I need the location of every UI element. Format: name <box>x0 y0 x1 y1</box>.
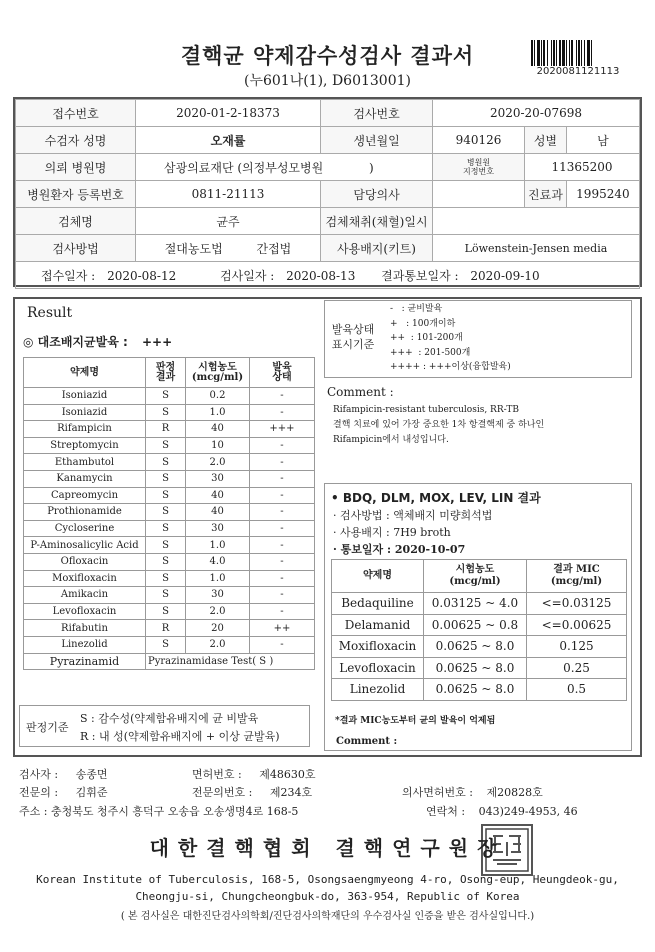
drug-row <box>24 520 315 537</box>
drug-concentration: 40 <box>186 504 250 521</box>
address-line-2: Cheongju-si, Chungcheongbuk-do, 363-954, Republic of Korea <box>135 890 520 903</box>
mic-info <box>333 507 492 558</box>
barcode-number: 2020081121113 <box>536 66 620 77</box>
medium: Löwenstein-Jensen media <box>433 235 640 262</box>
dept: 1995240 <box>566 181 639 208</box>
drug-concentration: 30 <box>186 587 250 604</box>
result-title: Result <box>27 305 73 321</box>
comment-label: Comment : <box>327 385 394 399</box>
specialist-no-label: 전문의번호 : <box>192 786 253 799</box>
drug-concentration: 30 <box>186 520 250 537</box>
growth-legend-item: + : 100개이하 <box>390 318 456 329</box>
reg-no-label: 병원환자 등록번호 <box>16 181 136 208</box>
method-1: 절대농도법 <box>164 241 223 256</box>
drug-row <box>24 487 315 504</box>
license <box>192 766 315 782</box>
drug-name: Linezolid <box>24 636 146 653</box>
contact <box>426 803 578 819</box>
comment-line: Rifampicin에서 내성입니다. <box>333 435 449 445</box>
hospital-code-label: 병원원 지정번호 <box>433 154 525 181</box>
judgement-r: R : 내 성(약제함유배지에 + 이상 균발육) <box>80 730 280 743</box>
certification-note: ( 본 검사실은 대한진단검사의학회/진단검사의학재단의 우수검사실 인증을 받은 검사실입니다.) <box>120 911 535 922</box>
drug-judgement: R <box>146 421 186 438</box>
drug-judgement: S <box>146 636 186 653</box>
specialist-no-value: 제234호 <box>269 786 313 799</box>
col-growth: 발육 상태 <box>250 358 315 388</box>
test-no-label: 검사번호 <box>321 100 433 127</box>
drug-row <box>24 437 315 454</box>
doctor <box>433 181 525 208</box>
mic-result: 0.125 <box>527 636 627 658</box>
drug-concentration: 30 <box>186 470 250 487</box>
control-culture-label: ◎ 대조배지균발육 : <box>23 335 128 349</box>
drug-growth: - <box>250 570 315 587</box>
drug-judgement: S <box>146 454 186 471</box>
reported-date: 2020-09-10 <box>470 268 540 283</box>
drug-growth: - <box>250 636 315 653</box>
drug-concentration: 40 <box>186 487 250 504</box>
drug-concentration: 0.2 <box>186 388 250 405</box>
tester-label: 검사자 : <box>19 768 59 781</box>
mic-result: 0.25 <box>527 657 627 679</box>
method-2: 간접법 <box>256 241 292 256</box>
drug-growth: - <box>250 388 315 405</box>
doctor-license-label: 의사면허번호 : <box>402 786 473 799</box>
institute-name: 대한결핵협회 결핵연구원장 <box>149 836 506 860</box>
hospital-close: ) <box>369 160 374 175</box>
growth-legend-item: ++ : 101-200개 <box>390 333 463 343</box>
drug-concentration: 4.0 <box>186 553 250 570</box>
dates-row <box>16 262 640 289</box>
mic-row <box>332 679 627 701</box>
drug-concentration: 40 <box>186 421 250 438</box>
institute-address <box>0 871 655 905</box>
control-culture <box>23 333 172 350</box>
drug-judgement: R <box>146 620 186 637</box>
drug-row <box>24 553 315 570</box>
doctor-license <box>402 784 543 800</box>
reg-no: 0811-21113 <box>136 181 321 208</box>
col-drug: 약제명 <box>24 358 146 388</box>
mic-row <box>332 657 627 679</box>
drug-name: Ethambutol <box>24 454 146 471</box>
drug-row <box>24 470 315 487</box>
judgement-label: 판정기준 <box>26 721 69 734</box>
hospital-label: 의뢰 병원명 <box>16 154 136 181</box>
drug-growth: +++ <box>250 421 315 438</box>
drug-growth: - <box>250 520 315 537</box>
mic-report-date: · 통보일자 : 2020-10-07 <box>333 543 466 556</box>
drug-name: Capreomycin <box>24 487 146 504</box>
comment-line: Rifampicin-resistant tuberculosis, RR-TB <box>333 405 519 415</box>
mic-drug: Levofloxacin <box>332 657 424 679</box>
drug-concentration: 20 <box>186 620 250 637</box>
contact-value: 043)249-4953, 46 <box>478 805 578 818</box>
mic-col-drug: 약제명 <box>332 560 424 593</box>
drug-row <box>24 454 315 471</box>
drug-concentration: 1.0 <box>186 537 250 554</box>
control-culture-value: +++ <box>141 335 173 349</box>
mic-row <box>332 636 627 658</box>
drug-growth: - <box>250 587 315 604</box>
contact-label: 연락처 : <box>426 805 466 818</box>
tester-name: 송종면 <box>75 768 108 781</box>
tester <box>19 766 107 782</box>
mic-drug: Bedaquiline <box>332 593 424 615</box>
mic-row <box>332 593 627 615</box>
specimen-label: 검체명 <box>16 208 136 235</box>
specialist <box>19 784 107 800</box>
drug-name: Cycloserine <box>24 520 146 537</box>
specimen: 균주 <box>136 208 321 235</box>
license-no: 제48630호 <box>259 768 316 781</box>
growth-legend-list <box>390 302 511 375</box>
hospital-name-text: 삼광의료재단 (의정부성모병원 <box>164 160 324 175</box>
drug-judgement: S <box>146 470 186 487</box>
drug-judgement: S <box>146 570 186 587</box>
drug-judgement: S <box>146 437 186 454</box>
document-code: (누601나(1), D6013001) <box>243 73 411 89</box>
drug-row <box>24 388 315 405</box>
mic-title: • BDQ, DLM, MOX, LEV, LIN 결과 <box>331 491 541 505</box>
specialist-label: 전문의 : <box>19 786 59 799</box>
drug-judgement: S <box>146 504 186 521</box>
drug-growth: ++ <box>250 620 315 637</box>
doctor-label: 담당의사 <box>321 181 433 208</box>
mic-range: 0.0625 ~ 8.0 <box>424 636 527 658</box>
mic-range: 0.0625 ~ 8.0 <box>424 679 527 701</box>
mic-result: <=0.00625 <box>527 614 627 636</box>
growth-legend-item: +++ : 201-500개 <box>390 347 471 358</box>
drug-judgement: S <box>146 520 186 537</box>
sex: 남 <box>566 127 639 154</box>
mic-col-range: 시험농도 (mcg/ml) <box>424 560 527 593</box>
drug-row <box>24 570 315 587</box>
drug-judgement: S <box>146 388 186 405</box>
patient-label: 수검자 성명 <box>16 127 136 154</box>
patient-name: 오재률 <box>136 127 321 154</box>
drug-name: Rifabutin <box>24 620 146 637</box>
tested-label: 검사일자 : <box>220 268 275 283</box>
drug-growth: - <box>250 553 315 570</box>
growth-legend-label: 발육상태 표시기준 <box>331 323 375 351</box>
dept-label: 진료과 <box>525 181 567 208</box>
medium-label: 사용배지(키트) <box>321 235 433 262</box>
comment-line: 결핵 치료에 있어 가장 중요한 1차 항결핵제 중 하나인 <box>333 420 545 430</box>
drug-row <box>24 636 315 653</box>
drug-name: Amikacin <box>24 587 146 604</box>
drug-judgement: S <box>146 587 186 604</box>
drug-name: Levofloxacin <box>24 603 146 620</box>
mic-comment: Comment : <box>336 736 398 747</box>
growth-legend-item: ++++ : +++이상(융합발육) <box>390 362 511 372</box>
dob: 940126 <box>433 127 525 154</box>
specialist-name: 김휘준 <box>75 786 108 799</box>
drug-judgement: S <box>146 487 186 504</box>
sex-label: 성별 <box>525 127 567 154</box>
license-label: 면허번호 : <box>192 768 242 781</box>
drug-growth: - <box>250 504 315 521</box>
drug-name: Kanamycin <box>24 470 146 487</box>
drug-judgement: S <box>146 537 186 554</box>
drug-concentration: 1.0 <box>186 570 250 587</box>
test-no: 2020-20-07698 <box>433 100 640 127</box>
comment-body <box>333 403 623 448</box>
pza-value: Pyrazinamidase Test( S ) <box>146 653 315 670</box>
received-date: 2020-08-12 <box>107 268 177 283</box>
collection <box>433 208 640 235</box>
lab-address: 주소 : 충청북도 청주시 흥덕구 오송읍 오송생명4로 168-5 <box>19 805 299 818</box>
mic-method: · 검사방법 : 액체배지 미량희석법 <box>333 509 493 522</box>
hospital-name <box>136 154 433 181</box>
reported-label: 결과통보일자 : <box>381 268 459 283</box>
drug-growth: - <box>250 487 315 504</box>
drug-name: Isoniazid <box>24 404 146 421</box>
drug-judgement: S <box>146 553 186 570</box>
drug-judgement: S <box>146 603 186 620</box>
method <box>136 235 321 262</box>
document-title: 결핵균 약제감수성검사 결과서 <box>180 44 475 68</box>
drug-name: Moxifloxacin <box>24 570 146 587</box>
drug-growth: - <box>250 537 315 554</box>
drug-row <box>24 537 315 554</box>
mic-range: 0.00625 ~ 0.8 <box>424 614 527 636</box>
drug-growth: - <box>250 454 315 471</box>
mic-col-result: 결과 MIC (mcg/ml) <box>527 560 627 593</box>
drug-growth: - <box>250 404 315 421</box>
drug-row <box>24 504 315 521</box>
mic-drug: Delamanid <box>332 614 424 636</box>
col-concentration: 시험농도 (mcg/ml) <box>186 358 250 388</box>
mic-range: 0.0625 ~ 8.0 <box>424 657 527 679</box>
drug-row <box>24 404 315 421</box>
patient-info-table <box>13 97 642 287</box>
method-label: 검사방법 <box>16 235 136 262</box>
reception-no: 2020-01-2-18373 <box>136 100 321 127</box>
drug-growth: - <box>250 470 315 487</box>
susceptibility-table <box>23 357 315 670</box>
col-judgement: 판정 결과 <box>146 358 186 388</box>
drug-judgement: S <box>146 404 186 421</box>
collection-label: 검체채취(채혈)일시 <box>321 208 433 235</box>
mic-result: 0.5 <box>527 679 627 701</box>
mic-result: <=0.03125 <box>527 593 627 615</box>
drug-concentration: 2.0 <box>186 636 250 653</box>
drug-name: Isoniazid <box>24 388 146 405</box>
hospital-code: 11365200 <box>525 154 640 181</box>
judgement-s: S : 감수성(약제함유배지에 균 비발육 <box>80 712 259 725</box>
mic-note: *결과 MIC농도부터 균의 발육이 억제됨 <box>335 716 496 726</box>
drug-row <box>24 421 315 438</box>
doctor-license-value: 제20828호 <box>486 786 543 799</box>
drug-name: Ofloxacin <box>24 553 146 570</box>
drug-concentration: 1.0 <box>186 404 250 421</box>
pza-name: Pyrazinamid <box>24 653 146 670</box>
drug-name: Prothionamide <box>24 504 146 521</box>
drug-name: Streptomycin <box>24 437 146 454</box>
drug-concentration: 2.0 <box>186 454 250 471</box>
drug-row <box>24 620 315 637</box>
barcode-icon <box>530 40 625 66</box>
mic-drug: Moxifloxacin <box>332 636 424 658</box>
received-label: 접수일자 : <box>41 268 96 283</box>
drug-concentration: 2.0 <box>186 603 250 620</box>
specialist-no <box>192 784 312 800</box>
drug-concentration: 10 <box>186 437 250 454</box>
mic-medium: · 사용배지 : 7H9 broth <box>333 526 451 539</box>
drug-name: Rifampicin <box>24 421 146 438</box>
drug-row <box>24 587 315 604</box>
drug-row <box>24 603 315 620</box>
mic-drug: Linezolid <box>332 679 424 701</box>
mic-row <box>332 614 627 636</box>
drug-growth: - <box>250 437 315 454</box>
mic-table <box>331 559 627 701</box>
drug-name: P-Aminosalicylic Acid <box>24 537 146 554</box>
reception-no-label: 접수번호 <box>16 100 136 127</box>
dob-label: 생년월일 <box>321 127 433 154</box>
tested-date: 2020-08-13 <box>286 268 356 283</box>
drug-growth: - <box>250 603 315 620</box>
judgement-criteria <box>19 705 310 747</box>
address-line-1: Korean Institute of Tuberculosis, 168-5, Osongsaengmyeong 4-ro, Osong-eup, Heungdeok-gu, <box>36 873 619 886</box>
growth-legend-item: - : 균비발육 <box>390 304 443 314</box>
mic-range: 0.03125 ~ 4.0 <box>424 593 527 615</box>
